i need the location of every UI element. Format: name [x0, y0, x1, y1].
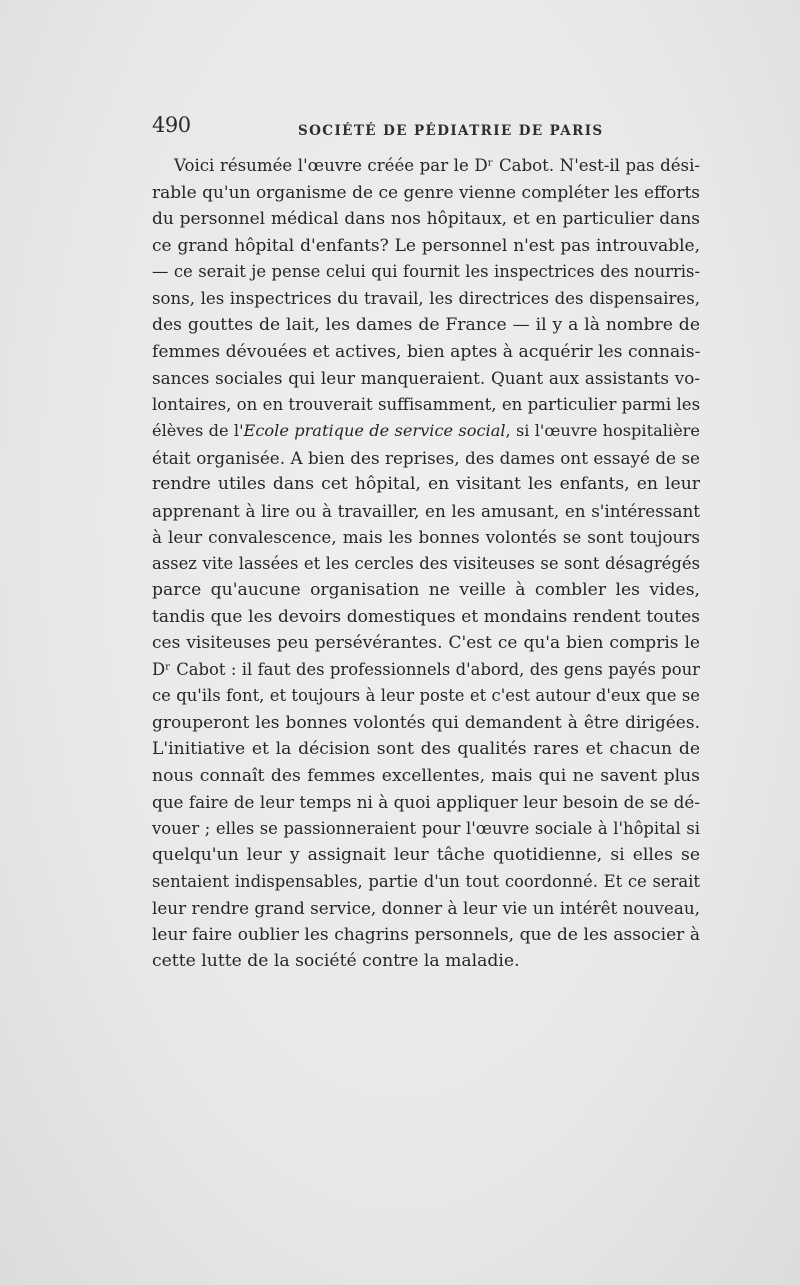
running-header: SOCIÉTÉ DE PÉDIATRIE DE PARIS — [298, 123, 604, 139]
text-line: tandis que les devoirs domestiques et mondains rendent toutes — [152, 606, 700, 627]
text-line: leur faire oublier les chagrins personnels, que de les associer à — [152, 924, 700, 945]
text-line: à leur convalescence, mais les bonnes volontés se sont toujours — [152, 527, 700, 547]
text-line: apprenant à lire ou à travailler, en les amusant, en s'intéressant — [152, 500, 700, 521]
body-paragraph — [152, 153, 700, 975]
text-line: sentaient indispensables, partie d'un tout coordonné. Et ce serait — [152, 871, 700, 891]
text-line: L'initiative et la décision sont des qualités rares et chacun de — [152, 739, 700, 759]
text-line: ce qu'ils font, et toujours à leur poste et c'est autour d'eux que se — [152, 686, 700, 705]
text-line: ce grand hôpital d'enfants? Le personnel n'est pas introuvable, — [152, 235, 700, 256]
text-line: des gouttes de lait, les dames de France — il y a là nombre de — [152, 315, 700, 335]
text-line: grouperont les bonnes volontés qui demandent à être dirigées. — [152, 712, 700, 733]
page-number: 490 — [152, 113, 191, 137]
text-line: rable qu'un organisme de ce genre vienne compléter les efforts — [152, 182, 700, 203]
italic-school-name: Ecole pratique de service social — [243, 421, 506, 440]
text-line: parce qu'aucune organisation ne veille à combler les vides, — [152, 580, 700, 600]
line-segment: , si l'œuvre hospitalière — [505, 421, 700, 440]
text-line-with-italic — [152, 418, 700, 445]
text-line: sons, les inspectrices du travail, les directrices des dispensaires, — [152, 288, 700, 308]
text-line-final: cette lutte de la société contre la maladie. — [152, 951, 520, 971]
text-line: était organisée. A bien des reprises, des dames ont essayé de se — [152, 447, 700, 468]
text-line: lontaires, on en trouverait suffisamment, en particulier parmi les — [152, 394, 701, 414]
text-line: ces visiteuses peu persévérantes. C'est ce qu'a bien compris le — [152, 633, 700, 653]
text-line: sances sociales qui leur manqueraient. Quant aux assistants vo- — [152, 368, 700, 388]
text-line: quelqu'un leur y assignait leur tâche quotidienne, si elles se — [152, 845, 700, 865]
text-line: femmes dévouées et actives, bien aptes à acquérir les connais- — [152, 341, 701, 362]
text-line: nous connaît des femmes excellentes, mais qui ne savent plus — [152, 765, 700, 786]
text-line: — ce serait je pense celui qui fournit les inspectrices des nourris- — [152, 262, 700, 281]
text-line: du personnel médical dans nos hôpitaux, et en particulier dans — [152, 209, 700, 229]
text-line: Dʳ Cabot : il faut des professionnels d'abord, des gens payés pour — [152, 659, 700, 679]
text-line: rendre utiles dans cet hôpital, en visitant les enfants, en leur — [152, 474, 700, 494]
text-line: Voici résumée l'œuvre créée par le Dʳ Cabot. N'est-il pas dési- — [174, 156, 700, 175]
text-line: leur rendre grand service, donner à leur vie un intérêt nouveau, — [152, 898, 700, 918]
text-line: que faire de leur temps ni à quoi appliquer leur besoin de se dé- — [152, 792, 700, 812]
text-line: assez vite lassées et les cercles des visiteuses se sont désagrégés — [152, 553, 700, 573]
text-line: vouer ; elles se passionneraient pour l'œuvre sociale à l'hôpital si — [152, 818, 700, 838]
line-segment: élèves de l' — [152, 421, 244, 440]
